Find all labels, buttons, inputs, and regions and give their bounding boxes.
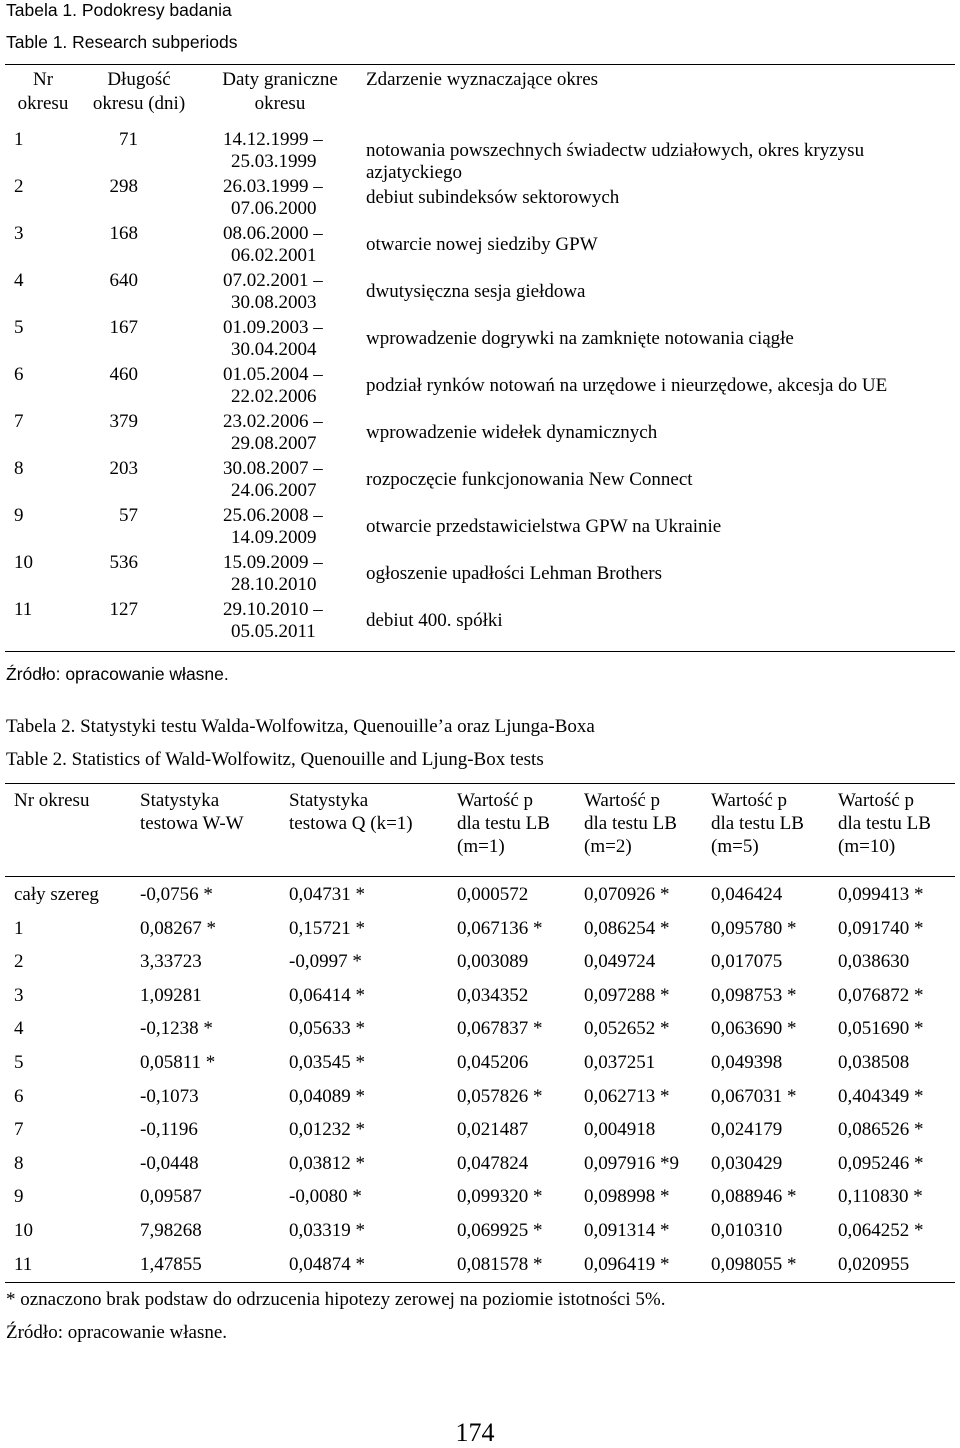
- table2-header-line: Statystyka: [289, 790, 369, 811]
- table1-cell-days: 127: [109, 599, 138, 620]
- table1-date-start: 29.10.2010 –: [223, 599, 323, 620]
- table2-cell: 9: [14, 1186, 24, 1208]
- table2-cell: 0,099413 *: [838, 884, 924, 905]
- table2-header-cell: [289, 789, 413, 835]
- table2-cell: 0,03812 *: [289, 1152, 365, 1174]
- table1-cell-nr: 7: [14, 411, 24, 432]
- table1-cell-event: [366, 516, 721, 538]
- table2-cell: 0,095246 *: [838, 1152, 924, 1174]
- table2-header-line: Statystyka: [140, 790, 220, 811]
- table2-header-line: testowa Q (k=1): [289, 813, 413, 834]
- table2-cell: 0,076872 *: [838, 984, 924, 1006]
- table2-cell: 4: [14, 1018, 24, 1040]
- table2-cell: 0,098753 *: [711, 984, 797, 1006]
- table2-header-cell: [584, 789, 677, 858]
- table2-row: [5, 1214, 955, 1248]
- table2-header-rule: [5, 876, 955, 877]
- table2-cell: 0,05633 *: [289, 1018, 365, 1040]
- table2-footnote: * oznaczono brak podstaw do odrzucenia hipotezy zerowej na poziomie istotności 5%.: [6, 1289, 666, 1310]
- table2-row: [5, 1012, 955, 1046]
- table1-date-start: 15.09.2009 –: [223, 552, 323, 573]
- table1-event-line: notowania powszechnych świadectw udziałowych, okres kryzysu: [366, 140, 865, 161]
- table1-date-start: 08.06.2000 –: [223, 223, 323, 244]
- table2-cell: 0,020955: [838, 1253, 910, 1275]
- table2-row: [5, 979, 955, 1013]
- table2-cell: 0,06414 *: [289, 984, 365, 1006]
- table1-cell-nr: 11: [14, 599, 33, 620]
- table2-cell: 0,003089: [457, 951, 529, 973]
- table1-cell-event: [366, 563, 662, 585]
- table2-caption-pl: Tabela 2. Statystyki testu Walda-Wolfowitza, Quenouille’a oraz Ljunga-Boxa: [6, 716, 595, 737]
- table2-cell: 0,08267 *: [140, 917, 216, 939]
- table2-cell: 0,051690 *: [838, 1018, 924, 1040]
- table2-source: Źródło: opracowanie własne.: [6, 1322, 228, 1343]
- table2-bottom-rule: [5, 1282, 955, 1283]
- table2-row: [5, 912, 955, 946]
- table2-header-cell: [457, 789, 550, 858]
- table1-cell-event: [366, 281, 585, 303]
- table1-row: [5, 129, 955, 183]
- table2-cell: 0,098055 *: [711, 1253, 797, 1275]
- table2-cell: 0,057826 *: [457, 1085, 543, 1107]
- table2-header-line: testowa W-W: [140, 813, 244, 834]
- table2-cell: 0,15721 *: [289, 917, 365, 939]
- table2-cell: 1,47855: [140, 1253, 202, 1275]
- table2-header-line: (m=2): [584, 836, 632, 857]
- table1: [5, 64, 955, 652]
- table1-cell-days: 536: [109, 552, 138, 573]
- table2-cell: 0,017075: [711, 951, 783, 973]
- table2-cell: 0,081578 *: [457, 1253, 543, 1275]
- table1-cell-dates: [223, 223, 335, 267]
- table1-event-line: ogłoszenie upadłości Lehman Brothers: [366, 563, 663, 584]
- table2-cell: 0,064252 *: [838, 1220, 924, 1241]
- table2-cell: 0,004918: [584, 1119, 656, 1141]
- table2-cell: 0,097288 *: [584, 984, 670, 1006]
- table1-date-start: 26.03.1999 –: [223, 176, 323, 197]
- table1-cell-dates: [223, 364, 335, 408]
- table2-cell: 8: [14, 1152, 24, 1174]
- table2-header-line: (m=1): [457, 836, 505, 857]
- table1-cell-nr: 1: [14, 129, 24, 150]
- table2-cell: 0,03319 *: [289, 1220, 365, 1241]
- table2-header-line: (m=10): [838, 836, 896, 857]
- table1-date-end: 14.09.2009: [231, 527, 317, 548]
- table1-date-end: 25.03.1999: [231, 151, 317, 172]
- table1-row: [5, 552, 955, 599]
- table1-cell-nr: 5: [14, 317, 24, 338]
- table2-cell: 7,98268: [140, 1220, 202, 1241]
- table2-header-line: Wartość p: [711, 790, 788, 811]
- table2-cell: -0,0756 *: [140, 884, 213, 905]
- table2-cell: -0,0448: [140, 1152, 199, 1174]
- table2-cell: 2: [14, 951, 24, 973]
- table2-cell: -0,1073: [140, 1085, 199, 1107]
- table2-cell: 0,024179: [711, 1119, 783, 1141]
- table1-date-start: 01.05.2004 –: [223, 364, 323, 385]
- table2-cell: 0,021487: [457, 1119, 529, 1141]
- table2-cell: 0,038508: [838, 1052, 910, 1073]
- table1-cell-dates: [223, 552, 335, 596]
- table1-event-line: otwarcie nowej siedziby GPW: [366, 234, 598, 255]
- table1-date-start: 30.08.2007 –: [223, 458, 323, 479]
- table2-cell: 3,33723: [140, 951, 202, 973]
- table2-row: [5, 1180, 955, 1214]
- table2-header-line: Wartość p: [457, 790, 534, 811]
- table1-cell-nr: 3: [14, 223, 24, 244]
- table2-cell: 0,045206: [457, 1052, 529, 1073]
- table1-cell-event: [366, 422, 657, 444]
- table1-cell-event: [366, 610, 503, 632]
- table1-date-end: 07.06.2000: [231, 198, 317, 219]
- table1-cell-days: 379: [109, 411, 138, 432]
- table2-header-line: (m=5): [711, 836, 759, 857]
- table2-cell: 0,063690 *: [711, 1018, 797, 1040]
- table2-cell: 0,086254 *: [584, 917, 670, 939]
- table2-row: [5, 945, 955, 979]
- table2-row: [5, 1080, 955, 1114]
- table1-header-dates: Daty graniczne okresu: [222, 69, 338, 114]
- table1-row: [5, 176, 955, 223]
- table2-cell: 0,09587: [140, 1186, 202, 1208]
- table1-date-start: 07.02.2001 –: [223, 270, 323, 291]
- table1-cell-event: [366, 328, 794, 350]
- table1-caption-pl: Tabela 1. Podokresy badania: [6, 0, 232, 20]
- table2-cell: 3: [14, 984, 24, 1006]
- table2-cell: 0,04874 *: [289, 1253, 365, 1275]
- table2-header-cell: [711, 789, 804, 858]
- table2: [5, 783, 955, 1283]
- table1-top-rule: [5, 64, 955, 65]
- table1-event-line: otwarcie przedstawicielstwa GPW na Ukrainie: [366, 516, 722, 537]
- page-number: 174: [455, 1418, 495, 1447]
- table1-event-line: rozpoczęcie funkcjonowania New Connect: [366, 469, 693, 490]
- table1-row: [5, 599, 955, 646]
- table2-cell: 0,096419 *: [584, 1253, 670, 1275]
- table2-cell: 0,097916 *9: [584, 1152, 679, 1174]
- table1-date-end: 05.05.2011: [231, 621, 316, 642]
- table1-cell-days: 57: [119, 505, 138, 526]
- table1-cell-days: 640: [109, 270, 138, 291]
- table1-cell-nr: 6: [14, 364, 24, 385]
- table1-cell-dates: [223, 317, 335, 361]
- table1-date-start: 01.09.2003 –: [223, 317, 323, 338]
- table1-cell-nr: 9: [14, 505, 24, 526]
- table2-row: [5, 1046, 955, 1080]
- table2-header-cell: [14, 789, 89, 812]
- table1-date-end: 28.10.2010: [231, 574, 317, 595]
- table1-row: [5, 317, 955, 364]
- table1-date-end: 30.08.2003: [231, 292, 317, 313]
- table1-event-line: dwutysięczna sesja giełdowa: [366, 281, 586, 302]
- table1-date-end: 30.04.2004: [231, 339, 317, 360]
- table2-cell: 0,04089 *: [289, 1085, 365, 1107]
- table2-header-line: dla testu LB: [711, 813, 804, 834]
- table2-header-line: dla testu LB: [584, 813, 677, 834]
- table2-cell: 0,037251: [584, 1052, 656, 1073]
- table1-cell-dates: [223, 176, 335, 220]
- table2-cell: 0,04731 *: [289, 884, 365, 905]
- table1-cell-event: [366, 469, 693, 491]
- table2-row: [5, 1147, 955, 1181]
- table2-top-rule: [5, 783, 955, 784]
- table2-cell: 5: [14, 1052, 24, 1073]
- table1-event-line: debiut subindeksów sektorowych: [366, 187, 620, 208]
- table1-date-end: 22.02.2006: [231, 386, 317, 407]
- table1-cell-nr: 10: [14, 552, 33, 573]
- table1-header-event: Zdarzenie wyznaczające okres: [366, 69, 599, 90]
- table2-cell: 6: [14, 1085, 24, 1107]
- table2-cell: 0,091740 *: [838, 917, 924, 939]
- table1-cell-days: 298: [109, 176, 138, 197]
- table2-cell: 0,05811 *: [140, 1052, 216, 1073]
- table1-cell-nr: 2: [14, 176, 24, 197]
- table2-row: [5, 1113, 955, 1147]
- table1-caption-en: Table 1. Research subperiods: [6, 32, 238, 52]
- table2-cell: 0,110830 *: [838, 1186, 923, 1208]
- table1-header-nr: Nr okresu: [17, 69, 69, 114]
- table1-cell-nr: 4: [14, 270, 24, 291]
- table1-event-line: podział rynków notowań na urzędowe i nieurzędowe, akcesja do UE: [366, 375, 888, 396]
- table2-cell: 11: [14, 1253, 33, 1275]
- table2-cell: 1,09281: [140, 984, 202, 1006]
- table2-cell: -0,1196: [140, 1119, 198, 1141]
- table2-row: [5, 1248, 955, 1282]
- table2-cell: 0,404349 *: [838, 1085, 924, 1107]
- table2-cell: 0,098998 *: [584, 1186, 670, 1208]
- table1-event-line: wprowadzenie dogrywki na zamknięte notowania ciągłe: [366, 328, 794, 349]
- table1-cell-nr: 8: [14, 458, 24, 479]
- table1-row: [5, 458, 955, 505]
- table1-row: [5, 223, 955, 270]
- table1-row: [5, 411, 955, 458]
- table2-cell: 7: [14, 1119, 24, 1141]
- table2-cell: -0,0080 *: [289, 1186, 362, 1208]
- table2-cell: 0,067837 *: [457, 1018, 543, 1040]
- table2-cell: 0,095780 *: [711, 917, 797, 939]
- table1-cell-days: 167: [109, 317, 138, 338]
- table1-date-end: 24.06.2007: [231, 480, 317, 501]
- table2-cell: 10: [14, 1220, 33, 1241]
- table2-caption-en: Table 2. Statistics of Wald-Wolfowitz, Quenouille and Ljung-Box tests: [6, 749, 544, 770]
- table2-cell: 0,091314 *: [584, 1220, 670, 1241]
- table2-cell: 0,070926 *: [584, 884, 670, 905]
- table1-row: [5, 270, 955, 317]
- table2-cell: 0,038630: [838, 951, 910, 973]
- table2-header-line: dla testu LB: [457, 813, 550, 834]
- table1-date-start: 25.06.2008 –: [223, 505, 323, 526]
- table2-cell: 0,062713 *: [584, 1085, 670, 1107]
- table1-cell-days: 71: [119, 129, 138, 150]
- table2-cell: 0,000572: [457, 884, 529, 905]
- table1-row: [5, 364, 955, 411]
- table2-cell: 0,047824: [457, 1152, 529, 1174]
- table1-date-end: 06.02.2001: [231, 245, 317, 266]
- table2-cell: 1: [14, 917, 24, 939]
- table1-event-line: wprowadzenie widełek dynamicznych: [366, 422, 658, 443]
- table2-header-line: dla testu LB: [838, 813, 931, 834]
- table2-cell: 0,049724: [584, 951, 656, 973]
- table1-source: Źródło: opracowanie własne.: [6, 664, 229, 684]
- table1-cell-dates: [223, 129, 335, 173]
- table1-event-line2: azjatyckiego: [366, 162, 463, 183]
- table1-date-start: 14.12.1999 –: [223, 129, 323, 150]
- table2-cell: 0,030429: [711, 1152, 783, 1174]
- table2-row: [5, 878, 955, 912]
- table1-cell-dates: [223, 599, 335, 643]
- table2-cell: 0,049398: [711, 1052, 783, 1073]
- table1-header-length: Długość okresu (dni): [92, 69, 186, 114]
- table1-cell-event: [366, 187, 619, 209]
- table2-cell: 0,03545 *: [289, 1052, 365, 1073]
- table2-header-line: Wartość p: [838, 790, 915, 811]
- table1-cell-dates: [223, 411, 335, 455]
- table1-cell-dates: [223, 270, 335, 314]
- table1-cell-event: [366, 375, 887, 397]
- table1-row: [5, 505, 955, 552]
- table2-cell: cały szereg: [14, 884, 99, 905]
- table2-cell: 0,069925 *: [457, 1220, 543, 1241]
- table2-cell: -0,1238 *: [140, 1018, 213, 1040]
- table1-cell-dates: [223, 505, 335, 549]
- table1-event-line: debiut 400. spółki: [366, 610, 503, 631]
- table2-cell: 0,099320 *: [457, 1186, 543, 1208]
- table1-date-end: 29.08.2007: [231, 433, 317, 454]
- table2-cell: 0,067031 *: [711, 1085, 797, 1107]
- table2-header-cell: [140, 789, 244, 835]
- table2-cell: 0,086526 *: [838, 1119, 924, 1141]
- table1-cell-event: [366, 234, 598, 256]
- table2-cell: 0,067136 *: [457, 917, 543, 939]
- table2-cell: 0,088946 *: [711, 1186, 797, 1208]
- table1-bottom-rule: [5, 651, 955, 652]
- table2-cell: 0,052652 *: [584, 1018, 670, 1040]
- table1-cell-days: 460: [109, 364, 138, 385]
- table2-header-cell: [838, 789, 931, 858]
- table2-cell: 0,034352: [457, 984, 529, 1006]
- table2-cell: 0,046424: [711, 884, 783, 905]
- table1-cell-days: 203: [109, 458, 138, 479]
- table2-header-line: Nr okresu: [14, 790, 90, 811]
- table2-cell: 0,01232 *: [289, 1119, 365, 1141]
- table1-cell-days: 168: [109, 223, 138, 244]
- table2-cell: -0,0997 *: [289, 951, 362, 973]
- table1-cell-dates: [223, 458, 335, 502]
- table1-date-start: 23.02.2006 –: [223, 411, 323, 432]
- table2-cell: 0,010310: [711, 1220, 783, 1241]
- table2-header-line: Wartość p: [584, 790, 661, 811]
